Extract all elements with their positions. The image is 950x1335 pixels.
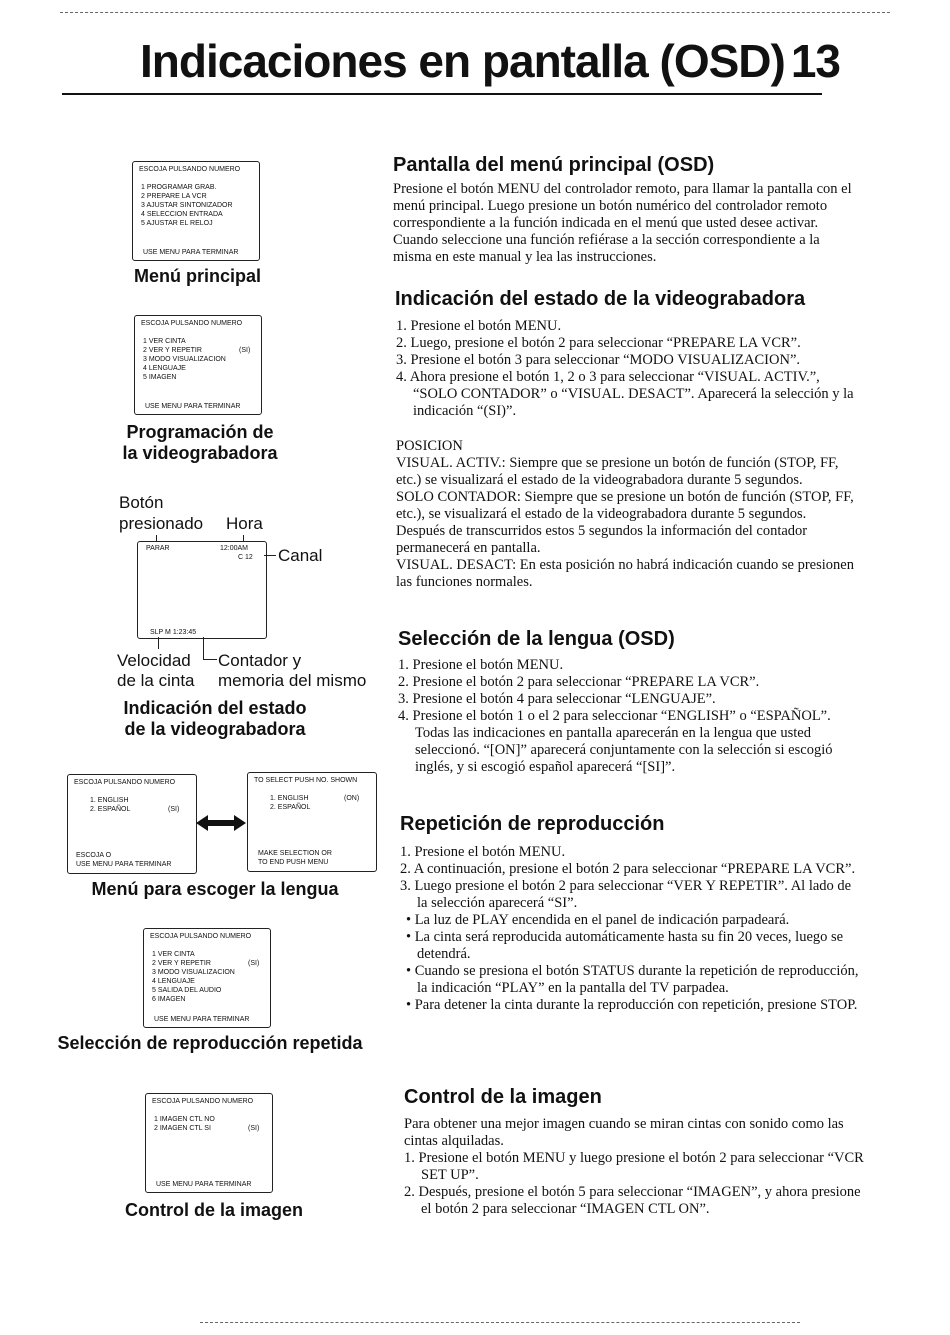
osd-item: 3 MODO VISUALIZACION	[152, 969, 235, 976]
bullet: • La luz de PLAY encendida en el panel de indicación parpadeará.	[406, 912, 790, 928]
posicion-line: Después de transcurridos estos 5 segundos la información del contador permanecerá en pantalla.	[396, 523, 808, 556]
osd-item-value: (ON)	[344, 795, 360, 802]
screen-channel: C 12	[238, 554, 253, 561]
osd-lengua-english	[247, 772, 377, 872]
caption-estado	[100, 698, 330, 740]
label-hora: Hora	[226, 514, 263, 533]
osd-item: 2 PREPARE LA VCR	[141, 193, 207, 200]
osd-item: 2. ESPAÑOL	[90, 806, 131, 813]
page-number: 13	[790, 35, 840, 87]
screen-bottom: SLP M 1:23:45	[150, 629, 197, 636]
step: 3. Luego presione el botón 2 para seleccionar “VER Y REPETIR”. Al lado de la selección aparecerá “SI”.	[400, 878, 852, 911]
step: 4. Presione el botón 1 o el 2 para seleccionar “ENGLISH” o “ESPAÑOL”. Todas las indicaciones en pantalla aparecerán en la lengua que usted seleccionó. “[ON]” aparecerá conjuntamente con la selección si escogió inglés, y si escogió español aparecerá “[SI]”.	[398, 708, 833, 775]
osd-item: 6 IMAGEN	[152, 996, 186, 1003]
osd-header: TO SELECT PUSH NO. SHOWN	[254, 777, 358, 784]
osd-item-value: (SI)	[239, 347, 251, 354]
caption-menu-principal: Menú principal	[133, 266, 261, 286]
osd-header: ESCOJA PULSANDO NUMERO	[152, 1098, 254, 1105]
step: 2. A continuación, presione el botón 2 para seleccionar “PREPARE LA VCR”.	[400, 861, 856, 877]
step: 2. Presione el botón 2 para seleccionar “PREPARE LA VCR”.	[398, 674, 760, 690]
osd-item: 3 AJUSTAR SINTONIZADOR	[141, 202, 233, 209]
osd-item: 1 PROGRAMAR GRAB.	[141, 184, 217, 191]
posicion-block	[396, 438, 856, 591]
heading-estado: Indicación del estado de la videograbadora	[395, 288, 806, 310]
osd-item: 5 IMAGEN	[143, 374, 177, 381]
osd-item: 2 IMAGEN CTL SI	[154, 1125, 211, 1132]
steps-repeticion	[400, 844, 860, 1014]
osd-repetida	[143, 928, 271, 1028]
scan-artifact-bottom	[200, 1322, 800, 1324]
osd-item: 3 MODO VISUALIZACION	[143, 356, 226, 363]
step: 4. Ahora presione el botón 1, 2 o 3 para seleccionar “VISUAL. ACTIV.”, “SOLO CONTADOR” o “VISUAL. DESACT”. Aparecerá la selección y la indicación “(SI)”.	[396, 369, 854, 419]
osd-footer: USE MENU PARA TERMINAR	[145, 403, 241, 410]
caption-line: Indicación del estado	[123, 698, 307, 718]
pointer-line	[203, 659, 217, 660]
heading-repeticion: Repetición de reproducción	[400, 813, 665, 835]
osd-imagen	[145, 1093, 273, 1193]
step: 1. Presione el botón MENU.	[400, 844, 566, 860]
label-de-la-cinta: de la cinta	[117, 671, 195, 690]
caption-line: Programación de	[126, 422, 274, 442]
osd-item: 2 VER Y REPETIR	[143, 347, 202, 354]
heading-imagen: Control de la imagen	[404, 1086, 602, 1108]
screen-parar: PARAR	[146, 545, 170, 552]
screen-time: 12:00AM	[220, 545, 249, 552]
step: 1. Presione el botón MENU.	[398, 657, 564, 673]
osd-item: 4 LENGUAJE	[152, 978, 195, 985]
caption-lengua: Menú para escoger la lengua	[91, 879, 339, 899]
heading-lengua: Selección de la lengua (OSD)	[398, 628, 675, 650]
osd-item: 1. ENGLISH	[90, 797, 129, 804]
osd-footer: MAKE SELECTION OR	[258, 850, 332, 857]
pointer-line	[203, 637, 204, 659]
osd-item: 5 SALIDA DEL AUDIO	[152, 987, 222, 994]
label-presionado: presionado	[119, 514, 204, 533]
label-contador: Contador y	[218, 651, 302, 670]
osd-item-value: (SI)	[168, 806, 180, 813]
osd-header: ESCOJA PULSANDO NUMERO	[74, 779, 176, 786]
text-imagen	[404, 1116, 864, 1218]
posicion-line: VISUAL. ACTIV.: Siempre que se presione un botón de función (STOP, FF, etc.) se visualizará el estado de la videograbadora durante 5 segundos.	[396, 455, 839, 488]
title-underline	[62, 93, 822, 95]
steps-estado	[396, 318, 856, 420]
osd-header: ESCOJA PULSANDO NUMERO	[141, 320, 243, 327]
osd-item: 2 VER Y REPETIR	[152, 960, 211, 967]
paragraph: Para obtener una mejor imagen cuando se miran cintas con sonido como las cintas alquiladas.	[404, 1116, 844, 1149]
heading-menu-principal: Pantalla del menú principal (OSD)	[393, 154, 715, 176]
step: 3. Presione el botón 4 para seleccionar “LENGUAJE”.	[398, 691, 716, 707]
osd-menu-principal	[132, 161, 260, 261]
posicion-title: POSICION	[396, 438, 463, 454]
osd-footer: USE MENU PARA TERMINAR	[143, 249, 239, 256]
posicion-line: VISUAL. DESACT: En esta posición no habrá indicación cuando se presionen las funciones normales.	[396, 557, 854, 590]
osd-footer: USE MENU PARA TERMINAR	[156, 1181, 252, 1188]
osd-item: 1 IMAGEN CTL NO	[154, 1116, 215, 1123]
caption-repetida: Selección de reproducción repetida	[57, 1033, 363, 1053]
pointer-line	[158, 637, 159, 649]
osd-item-value: (SI)	[248, 1125, 260, 1132]
osd-item: 5 AJUSTAR EL RELOJ	[141, 220, 213, 227]
osd-item: 1 VER CINTA	[152, 951, 195, 958]
page-title-text: Indicaciones en pantalla (OSD)	[140, 35, 785, 87]
caption-line: de la videograbadora	[124, 719, 306, 739]
osd-programacion	[134, 315, 262, 415]
caption-imagen: Control de la imagen	[124, 1200, 304, 1220]
osd-item: 4 SELECCION ENTRADA	[141, 211, 223, 218]
osd-lengua-espanol	[67, 774, 197, 874]
osd-item: 1 VER CINTA	[143, 338, 186, 345]
step: 1. Presione el botón MENU.	[396, 318, 562, 334]
label-canal: Canal	[278, 546, 323, 565]
osd-footer: ESCOJA O	[76, 852, 112, 859]
osd-header: ESCOJA PULSANDO NUMERO	[139, 166, 241, 173]
steps-lengua	[398, 657, 858, 776]
paragraph: Presione el botón MENU del controlador remoto, para llamar la pantalla con el menú principal. Luego presione un botón numérico del controlador remoto correspondiente a la función indicada en el menú que usted desee activar. Cuando seleccione una función refiérase a la sección correspondiente a la misma en este manual y lea las instrucciones.	[393, 181, 852, 265]
label-memoria: memoria del mismo	[218, 671, 367, 690]
posicion-line: SOLO CONTADOR: Siempre que se presione un botón de función (STOP, FF, etc.), se visualizará el estado de la videograbadora durante 5 segundos.	[396, 489, 854, 522]
osd-item: 2. ESPAÑOL	[270, 804, 311, 811]
caption-line: la videograbadora	[122, 443, 278, 463]
osd-footer: USE MENU PARA TERMINAR	[154, 1016, 250, 1023]
bullet: • Cuando se presiona el botón STATUS durante la repetición de reproducción, la indicación “PLAY” en la pantalla del TV parpadea.	[406, 963, 859, 996]
osd-header: ESCOJA PULSANDO NUMERO	[150, 933, 252, 940]
double-arrow-icon	[196, 812, 246, 834]
page-title	[140, 35, 840, 87]
caption-programacion	[100, 422, 300, 464]
osd-footer: TO END PUSH MENU	[258, 859, 329, 866]
osd-footer: USE MENU PARA TERMINAR	[76, 861, 172, 868]
osd-estado-screen	[137, 541, 267, 639]
scan-artifact-top	[60, 12, 890, 14]
step: 2. Después, presione el botón 5 para seleccionar “IMAGEN”, y ahora presione el botón 2 para seleccionar “IMAGEN CTL ON”.	[404, 1184, 861, 1217]
label-velocidad: Velocidad	[117, 651, 191, 670]
osd-item: 1. ENGLISH	[270, 795, 309, 802]
text-menu-principal	[393, 181, 853, 266]
bullet: • Para detener la cinta durante la reproducción con repetición, presione STOP.	[406, 997, 858, 1013]
pointer-line	[264, 555, 276, 556]
step: 1. Presione el botón MENU y luego presione el botón 2 para seleccionar “VCR SET UP”.	[404, 1150, 864, 1183]
step: 2. Luego, presione el botón 2 para seleccionar “PREPARE LA VCR”.	[396, 335, 801, 351]
osd-item-value: (SI)	[248, 960, 260, 967]
osd-item: 4 LENGUAJE	[143, 365, 186, 372]
bullet: • La cinta será reproducida automáticamente hasta su fin 20 veces, luego se detendrá.	[406, 929, 844, 962]
step: 3. Presione el botón 3 para seleccionar “MODO VISUALIZACION”.	[396, 352, 801, 368]
label-boton: Botón	[119, 493, 164, 512]
